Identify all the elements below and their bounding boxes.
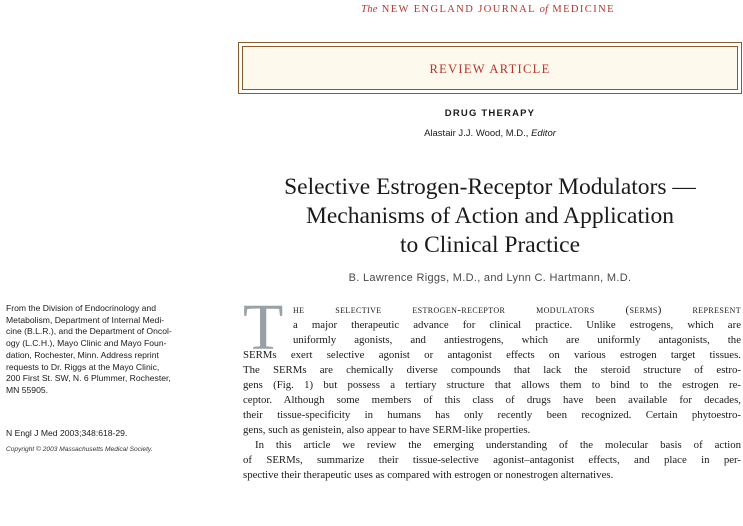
author-affiliations <box>6 303 234 397</box>
masthead-of: of <box>539 4 549 15</box>
body-line: SERMs exert selective agonist or antagonist effects on various estrogen target tissues. <box>243 349 741 361</box>
affiliation-line: From the Division of Endocrinology and <box>6 303 156 313</box>
body-line: a major therapeutic advance for clinical practice. Unlike estrogens, which are <box>293 319 741 331</box>
journal-masthead <box>238 4 738 15</box>
review-article-banner <box>238 42 742 94</box>
body-first-line: he selective estrogen-receptor modulators (serms) represent <box>293 304 741 316</box>
affiliation-line: requests to Dr. Riggs at the Mayo Clinic, <box>6 361 160 372</box>
body-line: uniformly agonists, and antiestrogens, which are uniformly antagonists, the <box>293 334 741 346</box>
masthead-journal: NEW ENGLAND JOURNAL <box>381 4 536 15</box>
masthead-medicine: MEDICINE <box>552 4 615 15</box>
body-line: gens, such as genistein, also appear to have SERM-like properties. <box>243 424 531 436</box>
title-line: Mechanisms of Action and Application <box>305 203 675 229</box>
article-authors: B. Lawrence Riggs, M.D., and Lynn C. Hartmann, M.D. <box>348 272 632 284</box>
title-line: Selective Estrogen-Receptor Modulators — <box>284 174 696 200</box>
banner-inner-frame <box>242 46 738 90</box>
title-line: to Clinical Practice <box>399 232 581 258</box>
drop-cap: T <box>243 291 284 364</box>
body-line: spective their therapeutic uses as compared with estrogen or nonestrogen alternatives. <box>243 469 614 481</box>
affiliation-line: dation, Rochester, Minn. Address reprint <box>6 349 159 360</box>
body-line: ceptor. Although some members of this class of drugs have been available for decades, <box>243 394 741 406</box>
copyright-notice: Copyright © 2003 Massachusetts Medical Society. <box>6 446 153 453</box>
body-line: gens (Fig. 1) but possess a tertiary structure that allows them to bind to the estrogen re- <box>243 379 741 391</box>
editor-role: Editor <box>531 128 556 139</box>
affiliation-line: Metabolism, Department of Internal Medi- <box>6 314 165 325</box>
journal-citation: N Engl J Med 2003;348:618-29. <box>6 428 128 438</box>
affiliation-line: cine (B.L.R.), and the Department of Oncol- <box>6 326 172 337</box>
section-label: DRUG THERAPY <box>444 108 536 119</box>
banner-label: REVIEW ARTICLE <box>429 62 551 76</box>
masthead-the: The <box>361 4 378 15</box>
affiliation-line: 200 First St. SW, N. 6 Plummer, Rochester, <box>6 373 171 384</box>
body-line: The SERMs are chemically diverse compounds that lack the steroid structure of estro- <box>243 364 741 376</box>
article-title <box>238 173 742 260</box>
section-editor <box>238 128 742 139</box>
editor-name: Alastair J.J. Wood, M.D., <box>424 128 529 139</box>
body-line: their tissue-specificity in humans has only recently been recognized. Certain phytoestro- <box>243 409 741 421</box>
affiliation-line: MN 55905. <box>6 384 49 395</box>
body-line: of SERMs, summarize their tissue-selective agonist–antagonist effects, and place in per- <box>243 454 741 466</box>
affiliation-line: ogy (L.C.H.), Mayo Clinic and Mayo Foun- <box>6 338 167 349</box>
body-line: In this article we review the emerging understanding of the molecular basis of action <box>255 439 741 451</box>
